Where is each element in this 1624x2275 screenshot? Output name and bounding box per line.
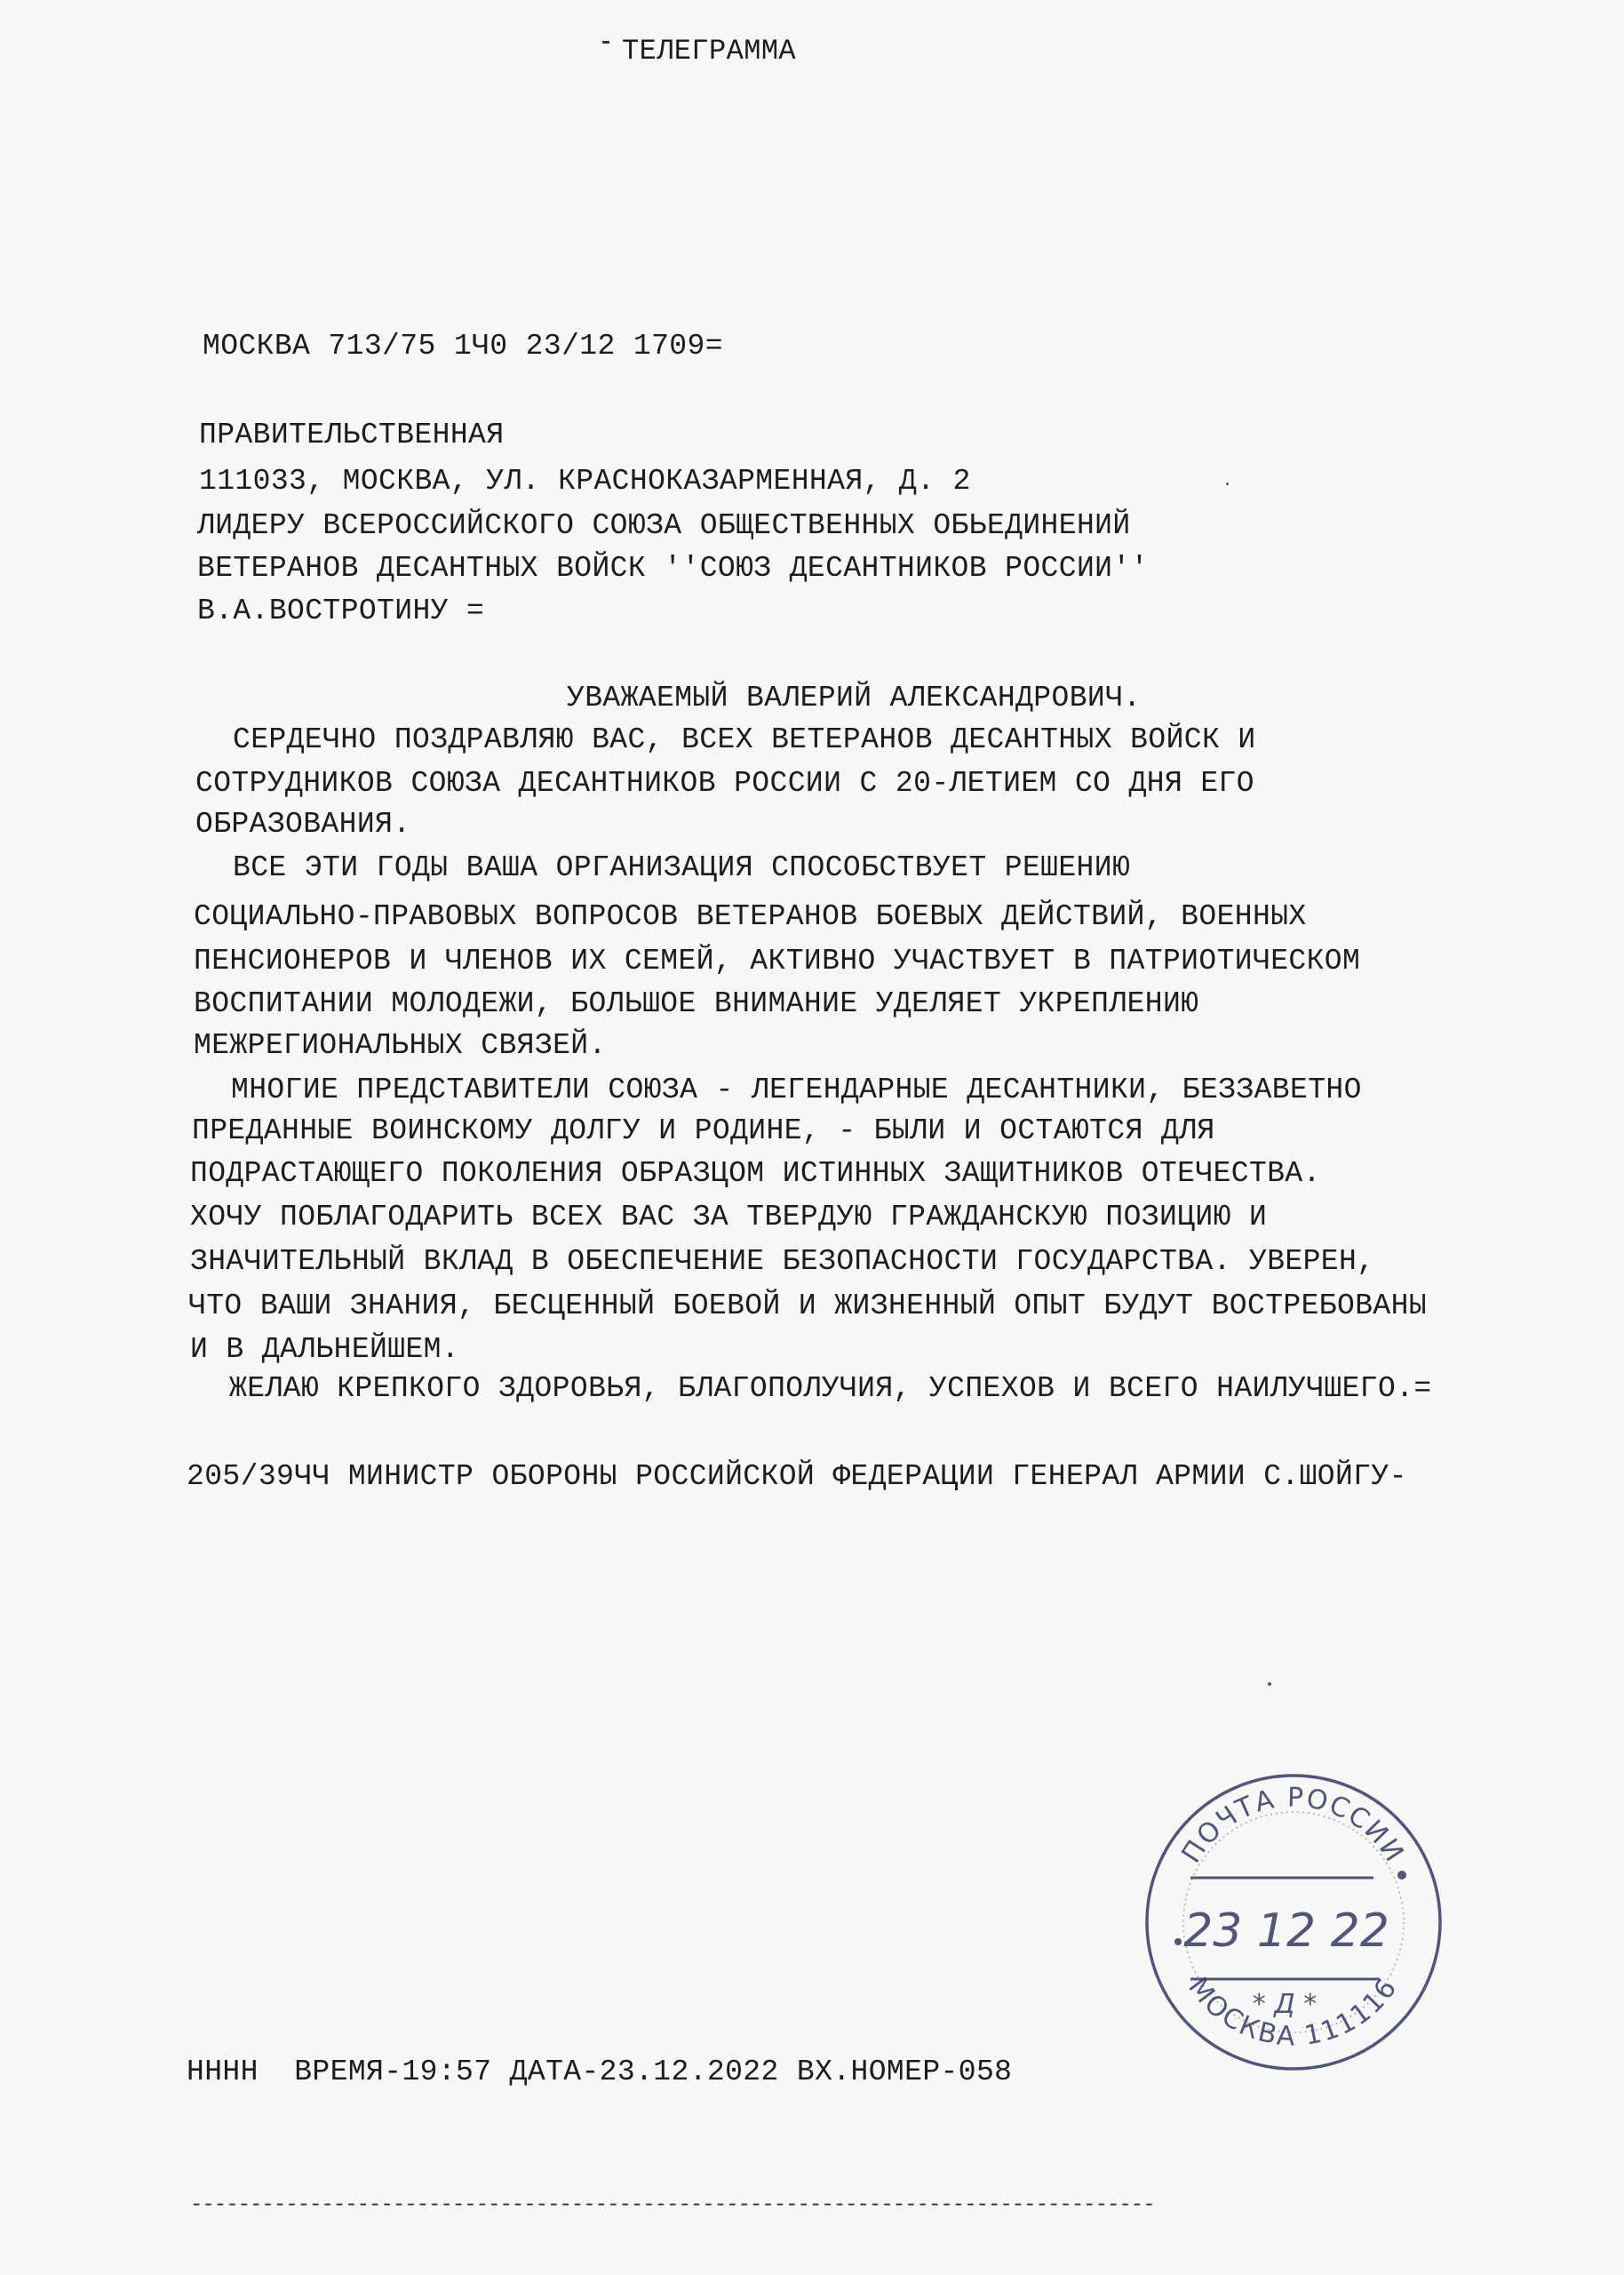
body-line: МНОГИЕ ПРЕДСТАВИТЕЛИ СОЮЗА - ЛЕГЕНДАРНЫЕ ДЕСАНТНИКИ, БЕЗЗАВЕТНО: [231, 1074, 1362, 1106]
body-line: СЕРДЕЧНО ПОЗДРАВЛЯЮ ВАС, ВСЕХ ВЕТЕРАНОВ ДЕСАНТНЫХ ВОЙСК И: [233, 723, 1256, 756]
scan-speck: [1268, 1682, 1271, 1686]
scan-speck: [1226, 483, 1229, 485]
body-line: ЗНАЧИТЕЛЬНЫЙ ВКЛАД В ОБЕСПЕЧЕНИЕ БЕЗОПАСНОСТИ ГОСУДАРСТВА. УВЕРЕН,: [190, 1245, 1375, 1278]
recipient-line-2: ВЕТЕРАНОВ ДЕСАНТНЫХ ВОЙСК ''СОЮЗ ДЕСАНТНИКОВ РОССИИ'': [197, 552, 1149, 585]
body-line: СОЦИАЛЬНО-ПРАВОВЫХ ВОПРОСОВ ВЕТЕРАНОВ БОЕВЫХ ДЕЙСТВИЙ, ВОЕННЫХ: [194, 900, 1307, 933]
body-line: МЕЖРЕГИОНАЛЬНЫХ СВЯЗЕЙ.: [194, 1029, 607, 1062]
recipient-line-1: ЛИДЕРУ ВСЕРОССИЙСКОГО СОЮЗА ОБЩЕСТВЕННЫХ ОБЬЕДИНЕНИЙ: [197, 509, 1131, 542]
post-office-stamp: [1135, 1764, 1451, 2079]
body-line: ПРЕДАННЫЕ ВОИНСКОМУ ДОЛГУ И РОДИНЕ, - БЫЛИ И ОСТАЮТСЯ ДЛЯ: [192, 1114, 1215, 1147]
telegram-category: ПРАВИТЕЛЬСТВЕННАЯ: [199, 419, 505, 451]
recipient-name: В.А.ВОСТРОТИНУ =: [197, 595, 485, 627]
body-line: ВСЕ ЭТИ ГОДЫ ВАША ОРГАНИЗАЦИЯ СПОСОБСТВУЕТ РЕШЕНИЮ: [233, 851, 1131, 884]
stamp-top-text: ПОЧТА РОССИИ: [1175, 1782, 1411, 1869]
body-line: ХОЧУ ПОБЛАГОДАРИТЬ ВСЕХ ВАС ЗА ТВЕРДУЮ ГРАЖДАНСКУЮ ПОЗИЦИЮ И: [190, 1201, 1268, 1233]
sender-signature: 205/39ЧЧ МИНИСТР ОБОРОНЫ РОССИЙСКОЙ ФЕДЕРАЦИИ ГЕНЕРАЛ АРМИИ С.ШОЙГУ-: [187, 1460, 1407, 1493]
route-line: МОСКВА 713/75 1Ч0 23/12 1709=: [203, 330, 723, 363]
salutation: УВАЖАЕМЫЙ ВАЛЕРИЙ АЛЕКСАНДРОВИЧ.: [567, 682, 1142, 714]
body-line: ВОСПИТАНИИ МОЛОДЕЖИ, БОЛЬШОЕ ВНИМАНИЕ УДЕЛЯЕТ УКРЕПЛЕНИЮ: [194, 987, 1199, 1020]
body-line: ПЕНСИОНЕРОВ И ЧЛЕНОВ ИХ СЕМЕЙ, АКТИВНО УЧАСТВУЕТ В ПАТРИОТИЧЕСКОМ: [194, 945, 1361, 978]
document-title: ТЕЛЕГРАММА: [622, 35, 797, 68]
body-line: СОТРУДНИКОВ СОЮЗА ДЕСАНТНИКОВ РОССИИ С 20-ЛЕТИЕМ СО ДНЯ ЕГО: [195, 767, 1254, 800]
body-line: ПОДРАСТАЮЩЕГО ПОКОЛЕНИЯ ОБРАЗЦОМ ИСТИННЫХ ЗАЩИТНИКОВ ОТЕЧЕСТВА.: [190, 1157, 1321, 1190]
body-line: ОБРАЗОВАНИЯ.: [195, 808, 411, 841]
punch-mark: [602, 41, 609, 44]
stamp-letter: * Д *: [1252, 1989, 1318, 2020]
stamp-bottom-text: МОСКВА 111116: [1182, 1971, 1405, 2053]
address-street: 111033, МОСКВА, УЛ. КРАСНОКАЗАРМЕННАЯ, Д. 2: [199, 465, 971, 498]
body-line: ЖЕЛАЮ КРЕПКОГО ЗДОРОВЬЯ, БЛАГОПОЛУЧИЯ, УСПЕХОВ И ВСЕГО НАИЛУЧШЕГО.=: [229, 1372, 1432, 1405]
stamp-date: 23 12 22: [1183, 1904, 1389, 1958]
bottom-dashed-rule: ---------------------------------------------------------------------------------: [190, 2193, 1155, 2217]
body-line: И В ДАЛЬНЕЙШЕМ.: [190, 1333, 460, 1366]
service-line: НННН ВРЕМЯ-19:57 ДАТА-23.12.2022 ВХ.НОМЕР-058: [187, 2055, 1013, 2088]
body-line: ЧТО ВАШИ ЗНАНИЯ, БЕСЦЕННЫЙ БОЕВОЙ И ЖИЗНЕННЫЙ ОПЫТ БУДУТ ВОСТРЕБОВАНЫ: [188, 1289, 1428, 1322]
